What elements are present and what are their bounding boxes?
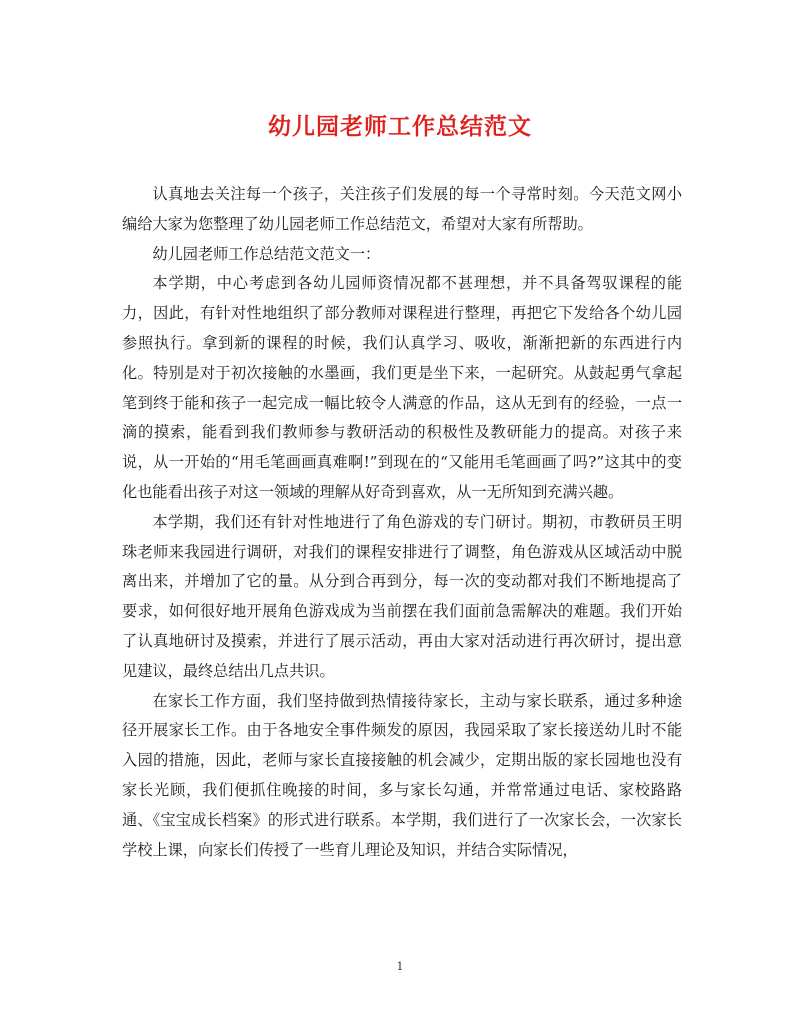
paragraph-role-play: 本学期，我们还有针对性地进行了角色游戏的专门研讨。期初，市教研员王明珠老师来我园进行调研，对我们的课程安排进行了调整，角色游戏从区域活动中脱离出来，并增加了它的量。从分到合再到分，每一次的变动都对我们不断地提高了要求，如何很好地开展角色游戏成为当前摆在我们面前急需解决的难题。我们开始了认真地研讨及摸索，并进行了展示活动，再由大家对活动进行再次研讨，提出意见建议，最终总结出几点共识。 — [122, 512, 682, 680]
document-body — [122, 180, 682, 865]
document-title: 幼儿园老师工作总结范文 — [268, 113, 532, 140]
paragraph-curriculum: 本学期，中心考虑到各幼儿园师资情况都不甚理想，并不具备驾驭课程的能力，因此，有针对性地组织了部分教师对课程进行整理，再把它下发给各个幼儿园参照执行。拿到新的课程的时候，我们认真学习、吸收，渐渐把新的东西进行内化。特别是对于初次接触的水墨画，我们更是坐下来，一起研究。从鼓起勇气拿起笔到终于能和孩子一起完成一幅比较令人满意的作品，这从无到有的经验，一点一滴的摸索，能看到我们教师参与教研活动的积极性及教研能力的提高。对孩子来说，从一开始的“用毛笔画画真难啊!”到现在的“又能用毛笔画画了吗?”这其中的变化也能看出孩子对这一领域的理解从好奇到喜欢，从一无所知到充满兴趣。 — [122, 274, 682, 501]
paragraph-parents: 在家长工作方面，我们坚持做到热情接待家长，主动与家长联系，通过多种途径开展家长工作。由于各地安全事件频发的原因，我园采取了家长接送幼儿时不能入园的措施，因此，老师与家长直接接触的机会减少，定期出版的家长园地也没有家长光顾，我们便抓住晚接的时间，多与家长勾通，并常常通过电话、家校路路通、《宝宝成长档案》的形式进行联系。本学期，我们进行了一次家长会，一次家长学校上课，向家长们传授了一些育儿理论及知识，并结合实际情况， — [122, 691, 682, 859]
paragraph-subheading: 幼儿园老师工作总结范文范文一： — [152, 244, 381, 263]
page-number: 1 — [396, 960, 404, 973]
paragraph-intro: 认真地去关注每一个孩子，关注孩子们发展的每一个寻常时刻。今天范文网小编给大家为您整理了幼儿园老师工作总结范文，希望对大家有所帮助。 — [122, 185, 682, 233]
